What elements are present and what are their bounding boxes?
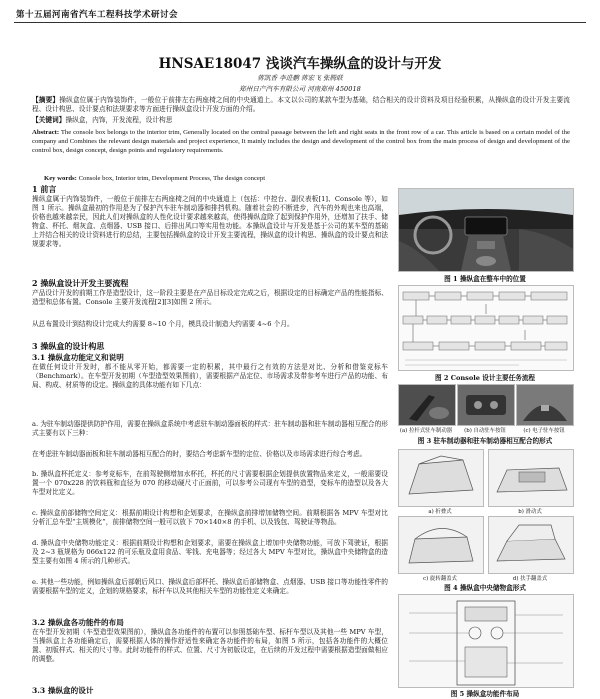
section-2-heading: 2 操纵盒设计开发主要流程 <box>32 278 129 288</box>
figure-3a-photo <box>398 384 456 426</box>
figure-3b-subcaption: (b) 自动驻车按钮 <box>464 428 506 434</box>
section-1-text: 操纵盒属于内饰装饰件，一般位于前排左右两座椅之间的中央通道上（包括：中控台、副仪表板[1]、Console 等），如图 1 所示。操纵盒最初的作用是为了保护汽车驻车制动器和排挡机构。随着社会的不断进步，汽车的外观也来也高端，价格也越来越亲民，因此人们对操纵盒的人性化设计要求越来越高，使得操纵盒除了起到保护作用外，还增加了扶手、储物盒、杯托、烟灰盒、点烟器、USB 接口、后排出风口等实用性功能。本操纵盒设计与开发是基于公司的某车型的基础上并结合相关的设计资料进行的总结，主要包括操纵盒的设计开发主要流程，操纵盒的设计构思、操纵盒的设计要点和法规要求等。 <box>32 195 388 249</box>
figure-2-caption: 图 2 Console 设计主要任务流程 <box>434 374 536 382</box>
keywords-en <box>44 174 570 183</box>
section-3-3-heading: 3.3 操纵盒的设计 <box>32 686 94 695</box>
figure-4c-drawing <box>398 516 484 574</box>
figure-4b-subcaption: b) 滑动式 <box>518 509 542 515</box>
figure-3a-subcaption: (a) 拉杆式驻车制动器 <box>399 428 453 434</box>
figure-4d-drawing <box>488 516 574 574</box>
section-1-heading: 1 前言 <box>32 184 57 194</box>
figure-4d-subcaption: d) 扶手翻盖式 <box>512 576 548 582</box>
section-3-2-heading: 3.2 操纵盒各功能件的布局 <box>32 618 124 627</box>
figure-4a-drawing <box>398 449 484 507</box>
section-2-text-b: 从总布置设计到结构设计完成大约需要 8~10 个月，模具设计制造大约需要 4~6 个月。 <box>32 320 294 328</box>
figure-2-flowchart <box>398 285 574 371</box>
item-b: b. 操纵盒杯托定义：参考竞标车，在前驾驶侧增加水杯托，杯托的尺寸需要根据企划提供放置物品来定义，一般需要设置一个 070x228 的饮料瓶和直径为 070 的移动硬尺寸正面前，可以参考公司现有车型的造型，变标车的造型以及各大车型对比定义。 <box>32 470 388 497</box>
abstract-cn <box>32 96 570 114</box>
figure-3c-subcaption: (c) 电子驻车按钮 <box>523 428 565 434</box>
keywords-cn <box>32 116 570 125</box>
figure-5-drawing <box>398 594 574 688</box>
figure-3b-photo <box>457 384 515 426</box>
keywords-en-label: Key words: <box>44 175 77 182</box>
item-a: a. 为驻车制动器提供防护作用，需要在操纵盒系统中考虑驻车制动器面板的样式：驻车制动器和驻车制动器相互配合的形式主要有以下三种： <box>32 420 388 438</box>
figure-4b-drawing <box>488 449 574 507</box>
authors: 蒋凯香 李进鹏 蒋宏飞 张腾联 <box>257 74 343 82</box>
item-c: c. 操纵盒前部储物空间定义：根据前期设计构想和企划要求，在操纵盒前排增加储物空间。前期根据各 MPV 车型对比分析汇总车型“主规模化”，前排储物空间一般可以放下 70×140×8 的手机、以及钱包、驾驶证等物品。 <box>32 509 388 527</box>
item-a-note: 在考虑驻车制动器面板和驻车制动器相互配合的时，要结合考虑新车型的定位、价格以及市场需求进行综合考虑。 <box>32 450 367 458</box>
abstract-en <box>32 128 570 155</box>
figure-3-caption: 图 3 驻车制动器和驻车制动器相互配合的形式 <box>417 437 553 445</box>
figure-1-caption: 图 1 操纵盒在整车中的位置 <box>444 275 526 283</box>
figure-4c-subcaption: c) 旋转翻盖式 <box>423 576 457 582</box>
abstract-en-text: The console box belongs to the interior trim, Generally located on the central passage between the left and right seats in the front row of a car. This article is based on a certain model of the company and Combines the relevant design materials and project experience, It mainly includes the design and development of the control box from the main process of design and development of the control box, design concept, design points and regulatory requirements. <box>32 129 570 154</box>
keywords-cn-label: 【关键词】 <box>32 116 66 124</box>
section-3-heading: 3 操纵盒的设计构思 <box>32 341 105 351</box>
item-d: d. 操纵盒中央储物功能定义：根据前期设计构想和企划要求，需要在操纵盒上增加中央储物功能，可放下驾驶证，根据及 2~3 瓶规格为 066x122 的可乐瓶及盒用食品、零钱、充电器等；经过各大 MPV 车型对比，操纵盒中央储物盒的造型主要有如图 4 所示的几种形式。 <box>32 539 388 566</box>
abstract-en-label: Abstract: <box>32 129 60 136</box>
item-e: e. 其他一些功能，例如操纵盒后部朝后风口、操纵盒后部杯托、操纵盒后部储物盒、点烟器、USB 接口等功能性零件的需要根据车型的定义，企划的规格要求，标杆车以及其他相关车型的功能性定义来确定。 <box>32 578 388 596</box>
abstract-cn-text: 操纵盒位属于内饰装饰件，一般位于前排左右两座椅之间的中央通道上。本文以公司的某款车型为基础，结合相关的设计资料及项目经验积累，从操纵盒的设计开发主要流程、设计构思、设计要点和法规要求等方面进行操纵盒设计开发方面的介绍。 <box>32 96 570 113</box>
affiliation: 郑州日产汽车有限公司 河南郑州 450018 <box>239 85 361 93</box>
figure-4-caption: 图 4 操纵盒中央储物盒形式 <box>444 584 526 592</box>
header-rule <box>14 22 586 23</box>
section-3-1-heading: 3.1 操纵盒功能定义和说明 <box>32 353 124 362</box>
figure-3c-photo <box>516 384 574 426</box>
figure-5-caption: 图 5 操纵盒功能件布局 <box>450 690 520 698</box>
figure-4a-subcaption: a) 折叠式 <box>428 509 452 515</box>
paper-title: HNSAE18047 浅谈汽车操纵盒的设计与开发 <box>158 56 442 72</box>
keywords-cn-text: 操纵盒，内饰，开发流程，设计构思 <box>65 116 173 124</box>
section-2-text: 产品设计开发的前期工作是造型设计，这一阶段主要是在产品目标设定完成之后，根据设定的目标确定产品的性能指标、造型和总体布置。Console 主要开发流程[2][3]如图 2 所示。 <box>32 289 388 307</box>
figure-1-photo <box>398 188 574 272</box>
abstract-cn-label: 【摘要】 <box>32 96 60 104</box>
section-3-1-text: 在做任何设计开发时，都不能从零开始，都需要一定的积累，其中最行之有效的方法是对比、分析和借鉴竞标车（Benchmark）。在车型开发初期（车型造型效果图前），需要根据产品定位、市场需求及带参考车进行产品的功能、布局、构成、材质等的设定。操纵盒的具体功能有如下几点： <box>32 363 388 390</box>
section-3-2-text: 在车型开发初期（车型造型效果图前），操纵盒各功能件的布置可以参照基础车型、标杆车型以及其他一些 MPV 车型，当操纵盒上各功能确定后，需要根据人体的操作舒适性来确定各功能件的布局，如图 5 所示，包括各功能件的大概位置、初版样式、相关的尺寸等。此时功能件的样式、位置、尺寸为初版设定，在后续的开发过程中需要根据造型面做相应的调整。 <box>32 628 388 664</box>
running-header: 第十五届河南省汽车工程科技学术研讨会 <box>16 10 179 20</box>
keywords-en-text: Console box, Interior trim, Development Process, The design concept <box>78 175 266 182</box>
